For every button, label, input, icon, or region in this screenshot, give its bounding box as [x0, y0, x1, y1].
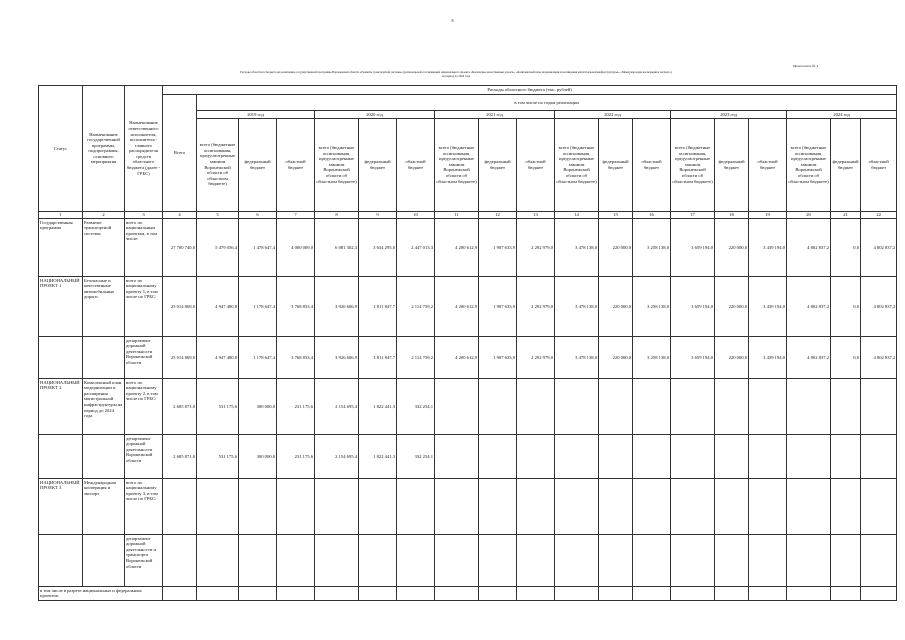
value-cell: 531 175,6 [197, 435, 239, 479]
header-sub-regional: областной бюджет [749, 118, 787, 211]
value-cell [715, 535, 749, 587]
status-cell: НАЦИОНАЛЬНЫЙ ПРОЕКТ 2 [39, 379, 83, 435]
value-cell [555, 379, 599, 435]
empty-cell [861, 587, 897, 601]
header-year: 2022 год [555, 111, 671, 119]
column-number: 3 [125, 211, 163, 219]
header-grbs: Наименование ответственного исполнителя, исполнителя - главного распорядителя средств областного бюджета (далее - ГРБС) [125, 86, 163, 212]
empty-cell [787, 587, 831, 601]
value-cell [239, 479, 277, 535]
program-name-cell: Комплексный план модернизации и расширения магистральной инфраструктуры на период до 2024 года [83, 379, 125, 435]
column-number: 7 [277, 211, 315, 219]
value-cell: 5 479 056,4 [197, 219, 239, 277]
value-cell [397, 535, 435, 587]
value-cell: 3 478 138,0 [555, 277, 599, 337]
grbs-cell: департамент дорожной деятельности Воронежской области [125, 435, 163, 479]
column-number: 2 [83, 211, 125, 219]
table-row [39, 219, 897, 277]
empty-cell [163, 587, 197, 601]
grbs-cell: всего по национальным проектам, в том числе: [125, 219, 163, 277]
status-cell [39, 535, 83, 587]
column-number: 15 [599, 211, 633, 219]
table-row [39, 277, 897, 337]
value-cell [435, 379, 479, 435]
column-number: 8 [315, 211, 359, 219]
header-sub-federal: федеральный бюджет [831, 118, 861, 211]
column-number: 14 [555, 211, 599, 219]
header-sub-regional: областной бюджет [277, 118, 315, 211]
value-cell: 220 000,0 [715, 277, 749, 337]
empty-cell [749, 587, 787, 601]
value-cell: 2 154 695,4 [315, 435, 359, 479]
value-cell: 1 822 441,3 [359, 379, 397, 435]
value-cell [671, 535, 715, 587]
value-cell: 4 802 837,2 [861, 277, 897, 337]
grbs-cell: всего по национальному проекту 3, в том числе по ГРБС: [125, 479, 163, 535]
header-sub-total: всего (бюджетные ассигнования, предусмотренные законом Воронежской области об областном бюджете) [787, 118, 831, 211]
footer-row [39, 587, 897, 601]
value-cell [479, 479, 517, 535]
value-cell [517, 535, 555, 587]
value-cell: 4 802 837,2 [861, 337, 897, 379]
value-cell: 2 685 871,0 [163, 435, 197, 479]
value-cell: 3 478 138,0 [555, 219, 599, 277]
value-cell: 4 947 480,8 [197, 337, 239, 379]
program-name-cell [83, 337, 125, 379]
value-cell [831, 435, 861, 479]
value-cell: 332 254,1 [397, 435, 435, 479]
value-cell: 1 811 847,7 [359, 337, 397, 379]
value-cell: 1 907 633,9 [479, 277, 517, 337]
value-cell: 1 178 647,4 [239, 277, 277, 337]
grbs-cell: департамент дорожной деятельности Воронежской области [125, 337, 163, 379]
value-cell [239, 535, 277, 587]
value-cell: 1 822 441,3 [359, 435, 397, 479]
header-sub-total: всего (бюджетные ассигнования, предусмотренные законом Воронежской области об областном бюджете) [197, 118, 239, 211]
column-number: 21 [831, 211, 861, 219]
header-sub-total: всего (бюджетные ассигнования, предусмотренные законом Воронежской области об областном бюджете) [555, 118, 599, 211]
value-cell [555, 435, 599, 479]
header-year: 2020 год [315, 111, 435, 119]
value-cell [671, 435, 715, 479]
value-cell: 3 634 295,0 [359, 219, 397, 277]
value-cell [599, 379, 633, 435]
footer-label: в том числе в разрезе национальных и федеральных проектов: [39, 587, 163, 601]
value-cell [197, 535, 239, 587]
value-cell: 220 000,0 [599, 219, 633, 277]
empty-cell [397, 587, 435, 601]
header-sub-regional: областной бюджет [517, 118, 555, 211]
value-cell: 2 114 759,2 [397, 277, 435, 337]
table-row [39, 379, 897, 435]
value-cell: 2 292 979,0 [517, 337, 555, 379]
header-sub-federal: федеральный бюджет [359, 118, 397, 211]
header-sub-total: всего (бюджетные ассигнования, предусмотренные законом Воронежской области об областном бюджете) [315, 118, 359, 211]
value-cell [671, 379, 715, 435]
grbs-cell: всего по национальному проекту 2, в том числе по ГРБС: [125, 379, 163, 435]
value-cell: 25 014 869,0 [163, 277, 197, 337]
column-number: 6 [239, 211, 277, 219]
value-cell: 1 907 633,9 [479, 219, 517, 277]
value-cell [749, 379, 787, 435]
header-year: 2023 год [671, 111, 787, 119]
value-cell [163, 479, 197, 535]
header-sub-regional: областной бюджет [633, 118, 671, 211]
value-cell: 4 802 837,2 [787, 219, 831, 277]
value-cell [599, 435, 633, 479]
program-name-cell [83, 435, 125, 479]
value-cell: 3 768 833,4 [277, 337, 315, 379]
value-cell [315, 479, 359, 535]
header-sub-federal: федеральный бюджет [715, 118, 749, 211]
empty-cell [197, 587, 239, 601]
value-cell [555, 535, 599, 587]
grbs-cell: департамент дорожной деятельности и транспорта Воронежской области [125, 535, 163, 587]
value-cell [633, 379, 671, 435]
status-cell: Государственная программа [39, 219, 83, 277]
empty-cell [831, 587, 861, 601]
value-cell: 2 685 871,0 [163, 379, 197, 435]
value-cell: 27 700 740,0 [163, 219, 197, 277]
value-cell [831, 479, 861, 535]
program-name-cell: Безопасные и качественные автомобильные дороги [83, 277, 125, 337]
value-cell [787, 479, 831, 535]
value-cell [671, 479, 715, 535]
value-cell [861, 379, 897, 435]
value-cell: 25 014 869,0 [163, 337, 197, 379]
value-cell [715, 379, 749, 435]
value-cell [749, 535, 787, 587]
column-number: 11 [435, 211, 479, 219]
value-cell: 3 659 194,0 [671, 337, 715, 379]
value-cell: 220 000,0 [599, 277, 633, 337]
value-cell: 4 802 837,2 [861, 219, 897, 277]
value-cell [787, 435, 831, 479]
value-cell: 4 947 480,8 [197, 277, 239, 337]
header-sub-regional: областной бюджет [397, 118, 435, 211]
value-cell [599, 535, 633, 587]
value-cell: 1 178 647,4 [239, 337, 277, 379]
value-cell [831, 535, 861, 587]
value-cell: 3 439 194,0 [749, 277, 787, 337]
column-number: 16 [633, 211, 671, 219]
value-cell: 2 447 013,3 [397, 219, 435, 277]
value-cell [479, 379, 517, 435]
value-cell [359, 535, 397, 587]
value-cell: 6 081 302,3 [315, 219, 359, 277]
heading-line-1: Расходы областного бюджета на реализацию государственной программы Воронежской области «Развитие транспортной системы» (региональной составляющей национального проекта «Безопасные качественные дороги», «Комплексный план модернизации и расширения магистральной инфраструктуры», «Международная кооперация и экспорт») [240, 70, 672, 74]
empty-cell [517, 587, 555, 601]
value-cell [359, 479, 397, 535]
header-sub-regional: областной бюджет [861, 118, 897, 211]
empty-cell [315, 587, 359, 601]
value-cell: 3 926 606,9 [315, 337, 359, 379]
value-cell: 2 292 979,0 [517, 219, 555, 277]
table-body [39, 211, 897, 601]
column-number: 9 [359, 211, 397, 219]
header-sub-total: всего (бюджетные ассигнования, предусмотренные законом Воронежской области об областном бюджете) [435, 118, 479, 211]
empty-cell [599, 587, 633, 601]
value-cell [479, 435, 517, 479]
value-cell: 220 000,0 [599, 337, 633, 379]
value-cell [435, 479, 479, 535]
value-cell [633, 479, 671, 535]
header-program-name: Наименование государственной программы, подпрограммы, основного мероприятия [83, 86, 125, 212]
value-cell [315, 535, 359, 587]
empty-cell [277, 587, 315, 601]
value-cell: 220 000,0 [715, 337, 749, 379]
value-cell [555, 479, 599, 535]
column-number: 1 [39, 211, 83, 219]
status-cell: НАЦИОНАЛЬНЫЙ ПРОЕКТ 3 [39, 479, 83, 535]
header-status: Статус [39, 86, 83, 212]
table-row [39, 435, 897, 479]
value-cell: 3 258 138,0 [633, 219, 671, 277]
program-name-cell: Международная кооперация и экспорт [83, 479, 125, 535]
value-cell: 2 292 979,0 [517, 277, 555, 337]
value-cell [633, 435, 671, 479]
column-number: 18 [715, 211, 749, 219]
value-cell [633, 535, 671, 587]
value-cell: 3 768 833,4 [277, 277, 315, 337]
value-cell [749, 479, 787, 535]
value-cell: 0,0 [831, 277, 861, 337]
appendix-label: Приложение № 4 [792, 64, 818, 68]
empty-cell [479, 587, 517, 601]
column-number: 4 [163, 211, 197, 219]
heading-line-2: на период до 2024 года [441, 73, 471, 78]
header-total: Всего [163, 95, 197, 212]
value-cell [277, 479, 315, 535]
program-name-cell: Развитие транспортной системы [83, 219, 125, 277]
value-cell: 4 802 837,2 [787, 277, 831, 337]
value-cell: 3 659 194,0 [671, 219, 715, 277]
value-cell: 3 258 138,0 [633, 337, 671, 379]
column-number: 12 [479, 211, 517, 219]
value-cell: 0,0 [831, 219, 861, 277]
value-cell [277, 535, 315, 587]
value-cell: 3 478 138,0 [555, 337, 599, 379]
value-cell: 220 000,0 [715, 219, 749, 277]
empty-cell [715, 587, 749, 601]
value-cell: 231 175,6 [277, 379, 315, 435]
program-name-cell [83, 535, 125, 587]
value-cell: 3 439 194,0 [749, 219, 787, 277]
value-cell [517, 479, 555, 535]
budget-table [38, 85, 897, 601]
status-cell [39, 435, 83, 479]
value-cell [197, 479, 239, 535]
value-cell [397, 479, 435, 535]
value-cell: 332 254,1 [397, 379, 435, 435]
table-row [39, 479, 897, 535]
header-sub-federal: федеральный бюджет [239, 118, 277, 211]
status-cell [39, 337, 83, 379]
value-cell: 4 200 612,9 [435, 337, 479, 379]
value-cell: 3 659 194,0 [671, 277, 715, 337]
table-row [39, 535, 897, 587]
table-row [39, 337, 897, 379]
header-sub-total: всего (бюджетные ассигнования, предусмотренные законом Воронежской области об областном бюджете) [671, 118, 715, 211]
value-cell [749, 435, 787, 479]
value-cell [861, 435, 897, 479]
value-cell: 1 811 847,7 [359, 277, 397, 337]
column-number-row [39, 211, 897, 219]
header-sub-federal: федеральный бюджет [599, 118, 633, 211]
grbs-cell: всего по национальному проекту 1, в том числе по ГРБС: [125, 277, 163, 337]
value-cell: 1 907 633,9 [479, 337, 517, 379]
column-number: 5 [197, 211, 239, 219]
value-cell [787, 535, 831, 587]
value-cell [163, 535, 197, 587]
column-number: 20 [787, 211, 831, 219]
value-cell [715, 435, 749, 479]
value-cell [787, 379, 831, 435]
value-cell [831, 379, 861, 435]
value-cell: 1 478 647,4 [239, 219, 277, 277]
value-cell: 300 000,0 [239, 435, 277, 479]
status-cell: НАЦИОНАЛЬНЫЙ ПРОЕКТ 1 [39, 277, 83, 337]
empty-cell [555, 587, 599, 601]
empty-cell [435, 587, 479, 601]
value-cell [435, 535, 479, 587]
value-cell [599, 479, 633, 535]
value-cell: 3 258 138,0 [633, 277, 671, 337]
value-cell [517, 435, 555, 479]
header-sub-federal: федеральный бюджет [479, 118, 517, 211]
value-cell: 300 000,0 [239, 379, 277, 435]
column-number: 17 [671, 211, 715, 219]
header-year: 2024 год [787, 111, 897, 119]
value-cell: 531 175,6 [197, 379, 239, 435]
value-cell: 4 200 612,9 [435, 277, 479, 337]
page-number: 8 [451, 18, 454, 23]
value-cell: 231 175,6 [277, 435, 315, 479]
value-cell: 3 926 606,9 [315, 277, 359, 337]
value-cell: 2 154 695,4 [315, 379, 359, 435]
value-cell [479, 535, 517, 587]
header-expenses: Расходы областного бюджета (тыс. рублей) [163, 86, 897, 95]
column-number: 13 [517, 211, 555, 219]
value-cell: 2 114 759,2 [397, 337, 435, 379]
value-cell [435, 435, 479, 479]
value-cell: 0,0 [831, 337, 861, 379]
empty-cell [671, 587, 715, 601]
value-cell: 4 200 612,9 [435, 219, 479, 277]
value-cell [861, 479, 897, 535]
value-cell: 4 000 009,0 [277, 219, 315, 277]
document-heading [26, 71, 886, 79]
column-number: 22 [861, 211, 897, 219]
empty-cell [239, 587, 277, 601]
value-cell [715, 479, 749, 535]
value-cell [861, 535, 897, 587]
header-year: 2019 год [197, 111, 315, 119]
column-number: 10 [397, 211, 435, 219]
column-number: 19 [749, 211, 787, 219]
value-cell [517, 379, 555, 435]
empty-cell [633, 587, 671, 601]
value-cell: 4 802 837,2 [787, 337, 831, 379]
header-by-years: в том числе по годам реализации [197, 95, 897, 111]
value-cell: 3 439 194,0 [749, 337, 787, 379]
empty-cell [359, 587, 397, 601]
header-year: 2021 год [435, 111, 555, 119]
